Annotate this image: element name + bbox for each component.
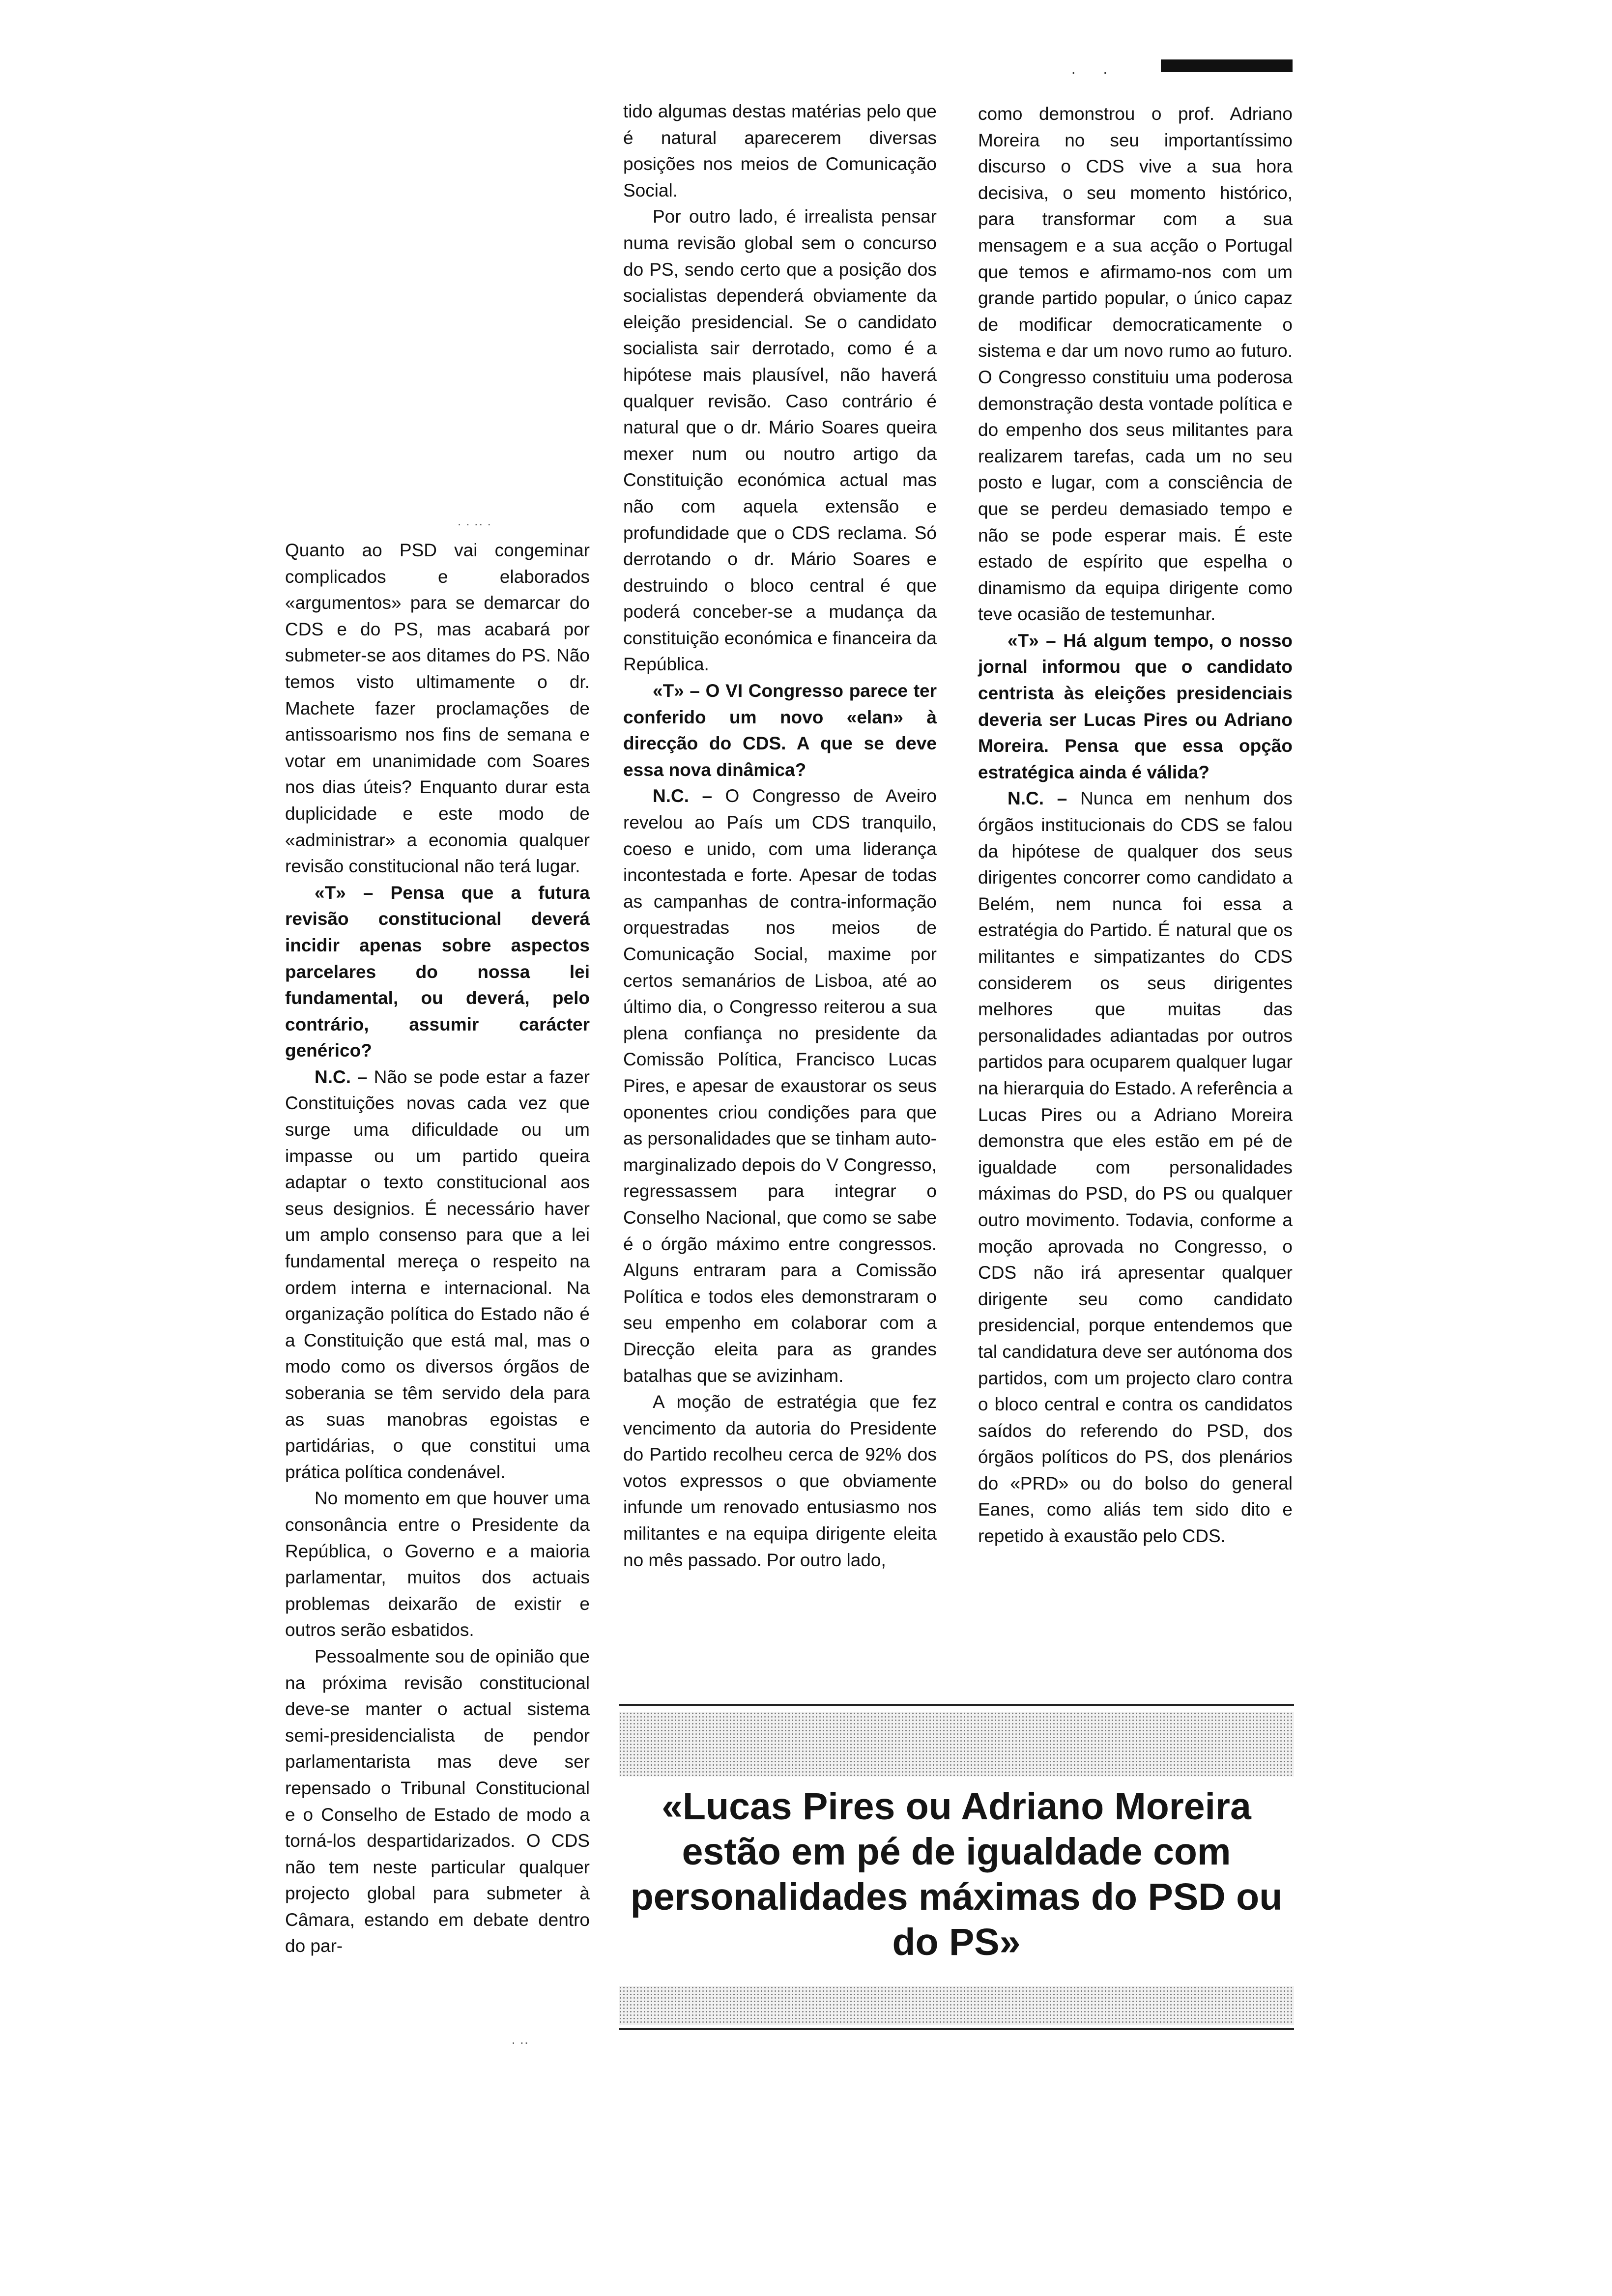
paragraph: como demonstrou o prof. Adriano Moreira no seu importantíssimo discurso o CDS vive a sua hora decisiva, o seu momento histórico, para transformar com a sua mensagem e a sua acção o Portugal que temos e afirmamo-nos com um grande partido popular, o único capaz de modificar democraticamente o sistema e dar um novo rumo ao futuro. O Congresso constituiu uma poderosa demonstração desta vontade política e do empenho dos seus militantes para realizarem tarefas, cada um no seu posto e lugar, com a consciência de que se perdeu demasiado tempo e não se pode esperar mais. É este estado de espírito que espelha o dinamismo da equipa dirigente como teve ocasião de testemunhar. <box>978 104 1293 625</box>
header-marks: . . <box>1071 61 1120 77</box>
interview-question: «T» – Pensa que a futura revisão constitucional deverá incidir apenas sobre aspectos parcelares do nossa lei fundamental, ou deverá, pelo contrário, assumir carácter genérico? <box>285 882 590 1061</box>
paragraph: tido algumas destas matérias pelo que é natural aparecerem diversas posições nos meios de Comunicação Social. <box>623 101 937 201</box>
answer-lead: N.C. – <box>315 1066 368 1087</box>
article-column-2 <box>623 98 937 1573</box>
interview-question: «T» – O VI Congresso parece ter conferido um novo «elan» à direcção do CDS. A que se deve essa nova dinâmica? <box>623 681 937 780</box>
answer-paragraph <box>623 783 937 1389</box>
paragraph: Por outro lado, é irrealista pensar numa revisão global sem o concurso do PS, sendo certo que a posição dos socialistas dependerá obviamente da eleição presidencial. Se o candidato socialista sair derrotado, como é a hipótese mais plausível, não haverá qualquer revisão. Caso contrário é natural que o dr. Mário Soares queira mexer num ou noutro artigo da Constituição económica actual mas não com aquela extensão e profundidade que o CDS reclama. Só derrotando o dr. Mário Soares e destruindo o bloco central é que poderá conceber-se a mudança da constituição económica e financeira da República. <box>623 206 937 675</box>
answer-paragraph <box>285 1064 590 1486</box>
header-bar <box>1161 59 1293 72</box>
interview-question: «T» – Há algum tempo, o nosso jornal informou que o candidato centrista às eleições presidenciais deveria ser Lucas Pires ou Adriano Moreira. Pensa que essa opção estratégica ainda é válida? <box>978 630 1293 782</box>
paragraph: Pessoalmente sou de opinião que na próxima revisão constitucional deve-se manter o actual sistema semi-presidencialista de pendor parlamentarista mas deve ser repensado o Tribunal Constitucional e o Conselho de Estado de modo a torná-los despartidarizados. O CDS não tem neste particular qualquer projecto global para submeter à Câmara, estando em debate dentro do par- <box>285 1646 590 1956</box>
answer-lead: N.C. – <box>1008 788 1067 809</box>
pull-quote: «Lucas Pires ou Adriano Moreira estão em pé de igualdade com personalidades máximas do PSD ou do PS» <box>630 1785 1283 1963</box>
answer-text: Não se pode estar a fazer Constituições novas cada vez que surge uma dificuldade ou um impasse ou um partido queira adaptar o texto constitucional aos seus designios. É necessário haver um amplo consenso para que a lei fundamental mereça o respeito na ordem interna e internacional. Na organização política do Estado não é a Constituição que está mal, mas o modo como os diversos órgãos de soberania se têm servido dela para as suas manobras egoistas e partidárias, o que constitui uma prática política condenável. <box>285 1066 590 1482</box>
scan-mark: · · ·· · <box>457 516 491 531</box>
article-column-1 <box>285 537 590 1959</box>
pullquote-shade-top <box>619 1712 1294 1777</box>
pullquote-shade-bottom <box>619 1986 1294 2025</box>
answer-paragraph <box>978 785 1293 1549</box>
paragraph: Quanto ao PSD vai congeminar complicados e elaborados «argumentos» para se demarcar do CDS e do PS, mas acabará por submeter-se aos ditames do PS. Não temos visto ultimamente o dr. Machete fazer proclamações de antissoarismo nos fins de semana e votar em unanimidade com Soares nos dias úteis? Enquanto durar esta duplicidade e este modo de «administrar» a economia qualquer revisão constitucional não terá lugar. <box>285 540 590 877</box>
answer-lead: N.C. – <box>653 786 713 806</box>
paragraph: A moção de estratégia que fez vencimento da autoria do Presidente do Partido recolheu cerca de 92% dos votos expressos o que obviamente infunde um renovado entusiasmo nos militantes e na equipa dirigente eleita no mês passado. Por outro lado, <box>623 1392 937 1570</box>
article-column-3 <box>978 101 1293 1550</box>
answer-text: O Congresso de Aveiro revelou ao País um CDS tranquilo, coeso e unido, com uma liderança incontestada e forte. Apesar de todas as campanhas de contra-informação orquestradas nos meios de Comunicação Social, maxime por certos semanários de Lisboa, até ao último dia, o Congresso reiterou a sua plena confiança no presidente da Comissão Política, Francisco Lucas Pires, e apesar de exaustorar os seus oponentes criou condições para que as personalidades que se tinham auto-marginalizado depois do V Congresso, regressassem para integrar o Conselho Nacional, que como se sabe é o órgão máximo entre congressos. Alguns entraram para a Comissão Política e todos eles demonstraram o seu empenho em colaborar com a Direcção eleita para as grandes batalhas que se avizinham. <box>623 786 937 1386</box>
answer-text: Nunca em nenhum dos órgãos institucionais do CDS se falou da hipótese de qualquer dos seus dirigentes concorrer como candidato a Belém, nem nunca foi essa a estratégia do Partido. É natural que os militantes e simpatizantes do CDS considerem os seus dirigentes melhores que muitas das personalidades adiantadas por outros partidos para ocuparem qualquer lugar na hierarquia do Estado. A referência a Lucas Pires ou a Adriano Moreira demonstra que eles estão em pé de igualdade com personalidades máximas do PSD, do PS ou qualquer outro movimento. Todavia, conforme a moção aprovada no Congresso, o CDS não irá apresentar qualquer dirigente seu como candidato presidencial, porque entendemos que tal candidatura deve ser autónoma dos partidos, com um projecto claro contra o bloco central e contra os candidatos saídos do referendo do PSD, dos órgãos políticos do PS, dos plenários do «PRD» ou do bolso do general Eanes, como aliás tem sido dito e repetido à exaustão pelo CDS. <box>978 788 1293 1547</box>
pullquote-bottom-rule <box>619 2028 1294 2030</box>
paragraph: No momento em que houver uma consonância entre o Presidente da República, o Governo e a maioria parlamentar, muitos dos actuais problemas deixarão de existir e outros serão esbatidos. <box>285 1488 590 1640</box>
scan-mark: · ·· <box>511 2035 529 2050</box>
pullquote-top-rule <box>619 1704 1294 1706</box>
